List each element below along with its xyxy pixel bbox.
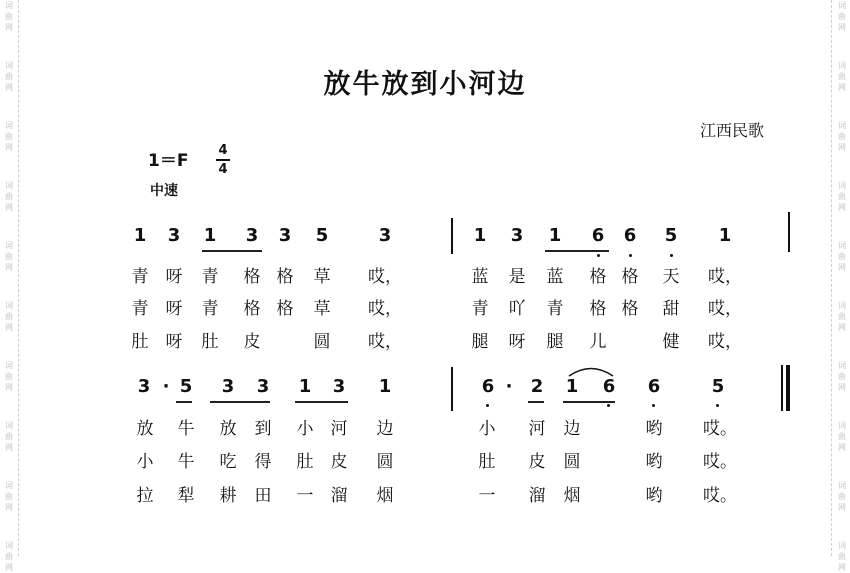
lyric-syllable: 圆 <box>376 452 394 472</box>
watermark-char: 曲 <box>838 552 846 561</box>
watermark-left <box>2 180 16 213</box>
lyric-syllable: 皮 <box>243 332 261 352</box>
lyric-syllable: 蓝 <box>546 267 564 287</box>
lyric-syllable: 天 <box>662 267 680 287</box>
watermark-char: 曲 <box>838 312 846 321</box>
watermark-char: 网 <box>838 503 846 512</box>
watermark-char: 曲 <box>5 432 13 441</box>
lyric-syllable: 一 <box>296 486 314 506</box>
lyric-syllable: 得 <box>254 452 272 472</box>
low-octave-dot <box>629 254 632 257</box>
lyric-syllable: 格 <box>589 299 607 319</box>
watermark-char: 网 <box>5 143 13 152</box>
sixteenth-beam <box>528 401 544 403</box>
lyric-syllable: 格 <box>243 299 261 319</box>
lyric-syllable: 犁 <box>177 486 195 506</box>
watermark-left <box>2 480 16 513</box>
note: 2 <box>530 376 544 397</box>
watermark-right <box>835 120 849 153</box>
key-signature: 1＝F <box>148 151 189 171</box>
watermark-char: 曲 <box>5 492 13 501</box>
sixteenth-beam <box>176 401 192 403</box>
watermark-char: 词 <box>5 1 13 10</box>
watermark-char: 网 <box>5 203 13 212</box>
lyric-syllable: 小 <box>478 419 496 439</box>
lyric-syllable: 哟 <box>645 452 663 472</box>
note: 1 <box>718 225 732 246</box>
note: 3 <box>167 225 181 246</box>
watermark-char: 词 <box>5 61 13 70</box>
eighth-beam <box>210 401 270 403</box>
note: 6 <box>602 376 616 397</box>
watermark-left <box>2 420 16 453</box>
note: 1 <box>548 225 562 246</box>
watermark-char: 词 <box>5 121 13 130</box>
watermark-char: 网 <box>5 23 13 32</box>
watermark-left <box>2 120 16 153</box>
lyric-syllable: 圆 <box>563 452 581 472</box>
watermark-char: 词 <box>5 361 13 370</box>
watermark-char: 词 <box>5 241 13 250</box>
lyric-syllable: 河 <box>528 419 546 439</box>
lyric-syllable: 皮 <box>528 452 546 472</box>
note: · <box>505 376 513 397</box>
low-octave-dot <box>597 254 600 257</box>
watermark-char: 网 <box>5 263 13 272</box>
lyric-syllable: 肚 <box>478 452 496 472</box>
watermark-left <box>2 540 16 573</box>
watermark-char: 词 <box>838 541 846 550</box>
watermark-char: 网 <box>5 503 13 512</box>
eighth-beam <box>545 250 609 252</box>
watermark-char: 网 <box>838 23 846 32</box>
barline <box>788 212 790 252</box>
watermark-right <box>835 540 849 573</box>
lyric-syllable: 草 <box>313 267 331 287</box>
watermark-right <box>835 240 849 273</box>
time-signature <box>216 143 230 177</box>
note: 3 <box>332 376 346 397</box>
lyric-syllable: 边 <box>376 419 394 439</box>
watermark-char: 网 <box>838 263 846 272</box>
lyric-syllable: 健 <box>662 332 680 352</box>
watermark-char: 词 <box>5 181 13 190</box>
note: 3 <box>256 376 270 397</box>
watermark-char: 词 <box>838 241 846 250</box>
lyric-syllable: 溜 <box>330 486 348 506</box>
low-octave-dot <box>607 404 610 407</box>
lyric-syllable: 烟 <box>376 486 394 506</box>
final-barline-thin <box>781 365 783 411</box>
lyric-syllable: 肚 <box>296 452 314 472</box>
lyric-syllable: 一 <box>478 486 496 506</box>
watermark-char: 网 <box>5 83 13 92</box>
watermark-char: 曲 <box>838 192 846 201</box>
watermark-left <box>2 240 16 273</box>
watermark-left <box>2 360 16 393</box>
lyric-syllable: 哎， <box>368 299 402 319</box>
watermark-char: 曲 <box>5 72 13 81</box>
lyric-syllable: 草 <box>313 299 331 319</box>
lyric-syllable: 青 <box>471 299 489 319</box>
lyric-syllable: 青 <box>131 299 149 319</box>
watermark-char: 网 <box>838 443 846 452</box>
watermark-char: 网 <box>838 563 846 572</box>
lyric-syllable: 哎， <box>708 299 742 319</box>
watermark-char: 曲 <box>5 192 13 201</box>
watermark-char: 曲 <box>5 132 13 141</box>
eighth-beam <box>563 401 615 403</box>
note: 3 <box>137 376 151 397</box>
song-source: 江西民歌 <box>700 121 765 140</box>
lyric-syllable: 哟 <box>645 419 663 439</box>
lyric-syllable: 蓝 <box>471 267 489 287</box>
watermark-char: 词 <box>838 181 846 190</box>
watermark-char: 曲 <box>5 372 13 381</box>
watermark-char: 网 <box>838 323 846 332</box>
note: · <box>162 376 170 397</box>
note: 3 <box>510 225 524 246</box>
lyric-syllable: 边 <box>563 419 581 439</box>
watermark-char: 网 <box>5 563 13 572</box>
watermark-right <box>835 60 849 93</box>
watermark-char: 词 <box>5 541 13 550</box>
watermark-char: 曲 <box>5 312 13 321</box>
watermark-char: 词 <box>5 301 13 310</box>
watermark-char: 曲 <box>5 252 13 261</box>
watermark-char: 曲 <box>838 492 846 501</box>
lyric-syllable: 是 <box>508 267 526 287</box>
lyric-syllable: 哎， <box>708 267 742 287</box>
watermark-left <box>2 0 16 33</box>
watermark-left <box>2 60 16 93</box>
watermark-char: 词 <box>838 481 846 490</box>
eighth-beam <box>295 401 348 403</box>
time-signature-top: 4 <box>218 143 228 158</box>
lyric-syllable: 放 <box>136 419 154 439</box>
watermark-char: 曲 <box>838 432 846 441</box>
watermark-char: 曲 <box>838 372 846 381</box>
watermark-char: 词 <box>5 481 13 490</box>
watermark-char: 词 <box>838 361 846 370</box>
watermark-right <box>835 180 849 213</box>
note: 1 <box>565 376 579 397</box>
lyric-syllable: 牛 <box>177 452 195 472</box>
lyric-syllable: 青 <box>131 267 149 287</box>
note: 1 <box>473 225 487 246</box>
watermark-char: 词 <box>838 1 846 10</box>
note: 1 <box>298 376 312 397</box>
note: 3 <box>221 376 235 397</box>
lyric-syllable: 哎， <box>708 332 742 352</box>
lyric-syllable: 腿 <box>471 332 489 352</box>
lyric-syllable: 格 <box>276 267 294 287</box>
note: 3 <box>278 225 292 246</box>
note: 5 <box>664 225 678 246</box>
watermark-right <box>835 300 849 333</box>
time-signature-bottom: 4 <box>218 162 228 177</box>
lyric-syllable: 吃 <box>219 452 237 472</box>
watermark-char: 网 <box>838 143 846 152</box>
watermark-right <box>835 0 849 33</box>
lyric-syllable: 哎。 <box>703 452 737 472</box>
lyric-syllable: 腿 <box>546 332 564 352</box>
note: 1 <box>378 376 392 397</box>
lyric-syllable: 哎， <box>368 267 402 287</box>
lyric-syllable: 皮 <box>330 452 348 472</box>
lyric-syllable: 哟 <box>645 486 663 506</box>
note: 3 <box>245 225 259 246</box>
lyric-syllable: 到 <box>254 419 272 439</box>
lyric-syllable: 肚 <box>201 332 219 352</box>
lyric-syllable: 牛 <box>177 419 195 439</box>
barline <box>451 218 453 254</box>
lyric-syllable: 青 <box>201 299 219 319</box>
lyric-syllable: 哎。 <box>703 486 737 506</box>
lyric-syllable: 儿 <box>589 332 607 352</box>
note: 6 <box>623 225 637 246</box>
low-octave-dot <box>652 404 655 407</box>
watermark-char: 词 <box>838 121 846 130</box>
note: 6 <box>591 225 605 246</box>
low-octave-dot <box>486 404 489 407</box>
watermark-left <box>2 300 16 333</box>
watermark-char: 网 <box>5 443 13 452</box>
time-signature-bar <box>216 159 230 161</box>
lyric-syllable: 格 <box>276 299 294 319</box>
lyric-syllable: 耕 <box>219 486 237 506</box>
watermark-char: 曲 <box>838 72 846 81</box>
lyric-syllable: 格 <box>621 299 639 319</box>
lyric-syllable: 烟 <box>563 486 581 506</box>
watermark-right <box>835 360 849 393</box>
lyric-syllable: 呀 <box>165 299 183 319</box>
watermark-char: 词 <box>838 301 846 310</box>
lyric-syllable: 拉 <box>136 486 154 506</box>
lyric-syllable: 格 <box>243 267 261 287</box>
note: 1 <box>133 225 147 246</box>
lyric-syllable: 肚 <box>131 332 149 352</box>
lyric-syllable: 放 <box>219 419 237 439</box>
watermark-char: 曲 <box>838 252 846 261</box>
watermark-char: 曲 <box>838 132 846 141</box>
lyric-syllable: 甜 <box>662 299 680 319</box>
final-barline-thick <box>786 365 790 411</box>
watermark-char: 网 <box>838 383 846 392</box>
note: 5 <box>315 225 329 246</box>
watermark-char: 网 <box>838 203 846 212</box>
lyric-syllable: 格 <box>621 267 639 287</box>
lyric-syllable: 青 <box>546 299 564 319</box>
low-octave-dot <box>670 254 673 257</box>
note: 1 <box>203 225 217 246</box>
note: 6 <box>647 376 661 397</box>
watermark-char: 曲 <box>838 12 846 21</box>
watermark-char: 词 <box>838 421 846 430</box>
watermark-right <box>835 480 849 513</box>
tempo-marking: 中速 <box>150 183 178 199</box>
lyric-syllable: 河 <box>330 419 348 439</box>
lyric-syllable: 小 <box>296 419 314 439</box>
lyric-syllable: 圆 <box>313 332 331 352</box>
watermark-char: 曲 <box>5 552 13 561</box>
lyric-syllable: 格 <box>589 267 607 287</box>
note: 5 <box>711 376 725 397</box>
watermark-right <box>835 420 849 453</box>
note: 3 <box>378 225 392 246</box>
lyric-syllable: 哎， <box>368 332 402 352</box>
lyric-syllable: 哎。 <box>703 419 737 439</box>
watermark-char: 词 <box>5 421 13 430</box>
lyric-syllable: 溜 <box>528 486 546 506</box>
song-title: 放牛放到小河边 <box>323 69 527 100</box>
lyric-syllable: 呀 <box>165 267 183 287</box>
lyric-syllable: 呀 <box>165 332 183 352</box>
note: 5 <box>179 376 193 397</box>
note: 6 <box>481 376 495 397</box>
eighth-beam <box>202 250 262 252</box>
watermark-char: 网 <box>5 383 13 392</box>
lyric-syllable: 田 <box>254 486 272 506</box>
watermark-char: 网 <box>838 83 846 92</box>
low-octave-dot <box>716 404 719 407</box>
watermark-char: 曲 <box>5 12 13 21</box>
lyric-syllable: 小 <box>136 452 154 472</box>
lyric-syllable: 青 <box>201 267 219 287</box>
watermark-char: 词 <box>838 61 846 70</box>
lyric-syllable: 呀 <box>508 332 526 352</box>
barline <box>451 367 453 411</box>
watermark-char: 网 <box>5 323 13 332</box>
lyric-syllable: 吖 <box>508 299 526 319</box>
